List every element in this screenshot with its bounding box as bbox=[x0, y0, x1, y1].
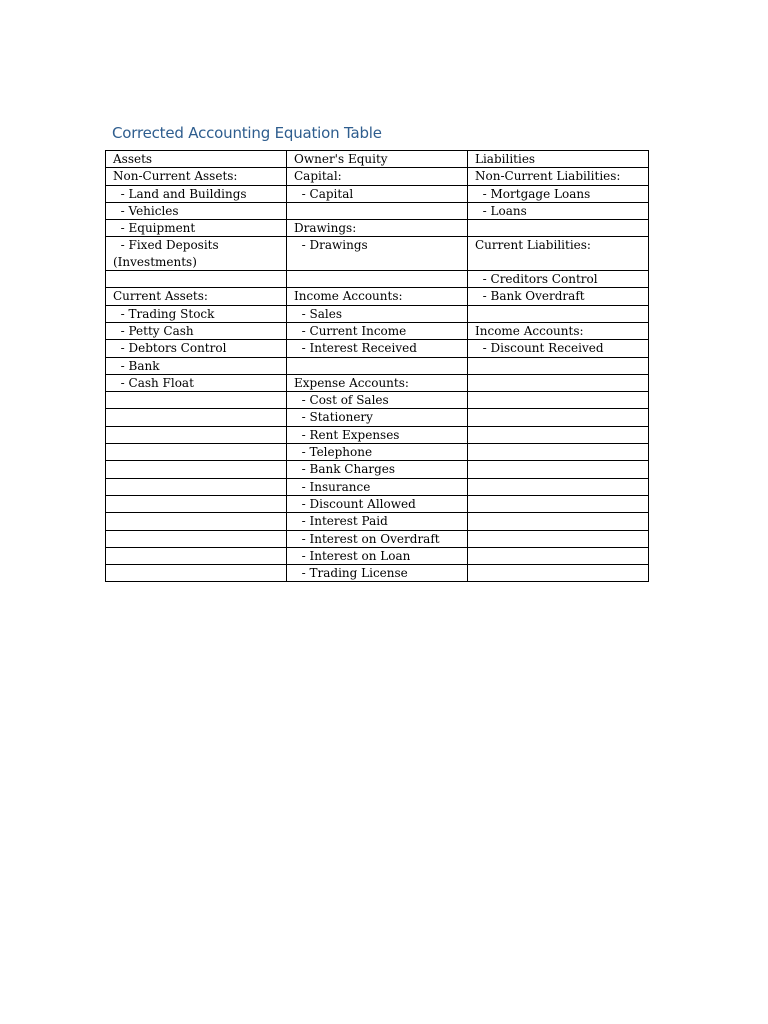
table-body bbox=[106, 151, 649, 582]
assets-cell: - Petty Cash bbox=[106, 322, 287, 339]
owners-equity-cell: - Sales bbox=[287, 305, 468, 322]
assets-cell bbox=[106, 461, 287, 478]
table-row bbox=[106, 392, 649, 409]
table-row bbox=[106, 322, 649, 339]
table-row bbox=[106, 461, 649, 478]
owners-equity-cell: - Interest on Overdraft bbox=[287, 530, 468, 547]
owners-equity-cell: - Telephone bbox=[287, 444, 468, 461]
liabilities-cell bbox=[468, 305, 649, 322]
liabilities-cell bbox=[468, 409, 649, 426]
liabilities-cell bbox=[468, 444, 649, 461]
assets-cell: - Trading Stock bbox=[106, 305, 287, 322]
table-row bbox=[106, 305, 649, 322]
owners-equity-cell: - Insurance bbox=[287, 478, 468, 495]
table-row bbox=[106, 288, 649, 305]
owners-equity-cell: - Interest Received bbox=[287, 340, 468, 357]
table-row bbox=[106, 444, 649, 461]
table-row bbox=[106, 478, 649, 495]
liabilities-cell bbox=[468, 461, 649, 478]
assets-cell bbox=[106, 513, 287, 530]
liabilities-cell bbox=[468, 374, 649, 391]
page-title: Corrected Accounting Equation Table bbox=[112, 124, 382, 142]
assets-cell: - Debtors Control bbox=[106, 340, 287, 357]
owners-equity-cell: Expense Accounts: bbox=[287, 374, 468, 391]
table-row bbox=[106, 426, 649, 443]
table-row bbox=[106, 168, 649, 185]
liabilities-cell bbox=[468, 426, 649, 443]
table-row bbox=[106, 374, 649, 391]
liabilities-cell: Income Accounts: bbox=[468, 322, 649, 339]
table-row bbox=[106, 409, 649, 426]
table-row bbox=[106, 547, 649, 564]
liabilities-cell bbox=[468, 530, 649, 547]
owners-equity-cell: Drawings: bbox=[287, 220, 468, 237]
column-header: Owner's Equity bbox=[287, 151, 468, 168]
owners-equity-cell: - Drawings bbox=[287, 237, 468, 271]
assets-cell bbox=[106, 565, 287, 582]
owners-equity-cell: - Cost of Sales bbox=[287, 392, 468, 409]
owners-equity-cell bbox=[287, 271, 468, 288]
assets-cell: - Bank bbox=[106, 357, 287, 374]
owners-equity-cell: - Interest on Loan bbox=[287, 547, 468, 564]
assets-cell: - Fixed Deposits (Investments) bbox=[106, 237, 287, 271]
table-row bbox=[106, 237, 649, 271]
assets-cell bbox=[106, 426, 287, 443]
assets-cell bbox=[106, 530, 287, 547]
liabilities-cell bbox=[468, 478, 649, 495]
assets-cell bbox=[106, 392, 287, 409]
owners-equity-cell: - Rent Expenses bbox=[287, 426, 468, 443]
assets-cell: Current Assets: bbox=[106, 288, 287, 305]
assets-cell: - Equipment bbox=[106, 220, 287, 237]
liabilities-cell: Current Liabilities: bbox=[468, 237, 649, 271]
assets-cell: Non-Current Assets: bbox=[106, 168, 287, 185]
owners-equity-cell: - Current Income bbox=[287, 322, 468, 339]
assets-cell: - Vehicles bbox=[106, 202, 287, 219]
assets-cell bbox=[106, 495, 287, 512]
assets-cell bbox=[106, 409, 287, 426]
liabilities-cell bbox=[468, 547, 649, 564]
assets-cell bbox=[106, 444, 287, 461]
column-header: Liabilities bbox=[468, 151, 649, 168]
liabilities-cell: - Creditors Control bbox=[468, 271, 649, 288]
table-row bbox=[106, 495, 649, 512]
liabilities-cell: - Loans bbox=[468, 202, 649, 219]
assets-cell bbox=[106, 547, 287, 564]
table-row bbox=[106, 220, 649, 237]
assets-cell bbox=[106, 271, 287, 288]
liabilities-cell: - Discount Received bbox=[468, 340, 649, 357]
assets-cell: - Cash Float bbox=[106, 374, 287, 391]
table-row bbox=[106, 185, 649, 202]
owners-equity-cell: - Trading License bbox=[287, 565, 468, 582]
owners-equity-cell: - Bank Charges bbox=[287, 461, 468, 478]
liabilities-cell bbox=[468, 392, 649, 409]
liabilities-cell bbox=[468, 495, 649, 512]
owners-equity-cell bbox=[287, 202, 468, 219]
liabilities-cell bbox=[468, 220, 649, 237]
owners-equity-cell: - Capital bbox=[287, 185, 468, 202]
table-row bbox=[106, 530, 649, 547]
owners-equity-cell: - Discount Allowed bbox=[287, 495, 468, 512]
table-row bbox=[106, 202, 649, 219]
owners-equity-cell: - Interest Paid bbox=[287, 513, 468, 530]
owners-equity-cell: Income Accounts: bbox=[287, 288, 468, 305]
liabilities-cell bbox=[468, 565, 649, 582]
liabilities-cell bbox=[468, 357, 649, 374]
table-row bbox=[106, 513, 649, 530]
table-row bbox=[106, 357, 649, 374]
liabilities-cell bbox=[468, 513, 649, 530]
column-header: Assets bbox=[106, 151, 287, 168]
liabilities-cell: Non-Current Liabilities: bbox=[468, 168, 649, 185]
owners-equity-cell: - Stationery bbox=[287, 409, 468, 426]
table-row bbox=[106, 565, 649, 582]
liabilities-cell: - Bank Overdraft bbox=[468, 288, 649, 305]
table-header-row bbox=[106, 151, 649, 168]
accounting-equation-table bbox=[105, 150, 649, 582]
assets-cell: - Land and Buildings bbox=[106, 185, 287, 202]
table-row bbox=[106, 340, 649, 357]
liabilities-cell: - Mortgage Loans bbox=[468, 185, 649, 202]
owners-equity-cell: Capital: bbox=[287, 168, 468, 185]
assets-cell bbox=[106, 478, 287, 495]
owners-equity-cell bbox=[287, 357, 468, 374]
table-row bbox=[106, 271, 649, 288]
